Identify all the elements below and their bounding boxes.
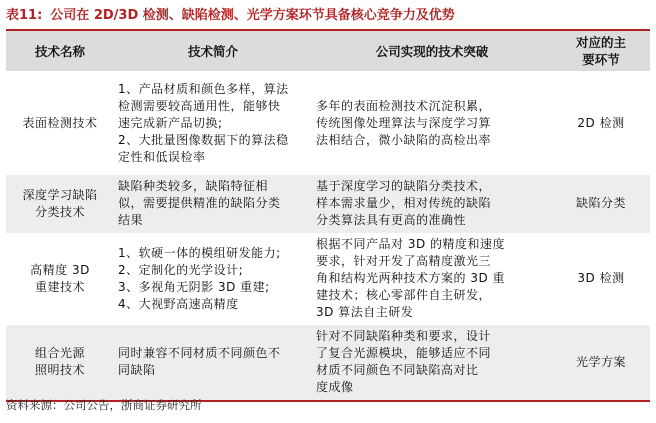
header-tech-intro: 技术简介 xyxy=(114,30,312,72)
cell-line: 似，需要提供精准的缺陷分类 xyxy=(118,196,281,210)
cell-line: 光学方案 xyxy=(575,354,626,369)
cell-line: 同时兼容不同材质不同颜色不 xyxy=(118,346,281,360)
header-main-step-text: 对应的主要环节 xyxy=(575,35,626,67)
cell-line: 结果 xyxy=(118,213,144,227)
cell-tech-name xyxy=(6,325,114,401)
cell-tech-name xyxy=(6,233,114,325)
cell-tech-name xyxy=(6,175,114,233)
cell-line: 检测需要较高通用性，能够快 xyxy=(118,98,281,113)
cell-line: 定性和低误检率 xyxy=(118,149,206,164)
cell-line: 2、定制化的光学设计; xyxy=(118,262,244,277)
cell-breakthrough xyxy=(312,72,552,175)
cell-line: 角和结构光两种技术方案的 3D 重 xyxy=(316,271,506,285)
cell-line: 分类技术 xyxy=(34,204,85,219)
cell-tech-intro xyxy=(114,233,312,325)
cell-line: 1、产品材质和颜色多样，算法 xyxy=(118,81,289,96)
technology-table xyxy=(6,29,650,402)
cell-line: 度成像 xyxy=(316,380,354,394)
cell-line: 针对不同缺陷种类和要求，设计 xyxy=(316,329,492,343)
cell-line: 缺陷种类较多，缺陷特征相 xyxy=(118,179,269,193)
cell-line: 速完成新产品切换; xyxy=(118,115,223,130)
cell-breakthrough xyxy=(312,325,552,401)
table-title: 公司在 2D/3D 检测、缺陷检测、光学方案环节具备核心竞争力及优势 xyxy=(50,8,455,23)
table-number: 表11: xyxy=(6,8,43,23)
cell-line: 多年的表面检测技术沉淀积累， xyxy=(316,98,492,113)
cell-line: 传统图像处理算法与深度学习算 xyxy=(316,115,492,130)
cell-breakthrough xyxy=(312,233,552,325)
table-caption xyxy=(6,5,650,27)
cell-line: 法相结合，微小缺陷的高检出率 xyxy=(316,132,492,147)
cell-line: 要求，针对开发了高精度激光三 xyxy=(316,254,492,268)
cell-line: 2D 检测 xyxy=(577,115,625,130)
cell-line: 组合光源 xyxy=(34,346,85,360)
cell-line: 3D 算法自主研发 xyxy=(316,305,414,319)
cell-line: 样本需求量少，相对传统的缺陷 xyxy=(316,196,492,210)
table-row xyxy=(6,325,650,401)
table-header-row xyxy=(6,30,650,72)
table-row xyxy=(6,233,650,325)
cell-line: 3D 检测 xyxy=(577,271,625,285)
header-main-step xyxy=(552,30,650,72)
cell-line: 重建技术 xyxy=(34,279,85,294)
cell-tech-intro xyxy=(114,325,312,401)
cell-line: 建技术；核心零部件自主研发， xyxy=(316,288,492,302)
cell-line: 3、多视角无阴影 3D 重建; xyxy=(118,279,270,294)
cell-breakthrough xyxy=(312,175,552,233)
cell-line: 根据不同产品对 3D 的精度和速度 xyxy=(316,237,506,251)
cell-main-step xyxy=(552,233,650,325)
table-row xyxy=(6,175,650,233)
cell-main-step xyxy=(552,175,650,233)
source-note: 资料来源：公司公告，浙商证券研究所 xyxy=(6,398,202,412)
cell-line: 同缺陷 xyxy=(118,363,156,377)
header-tech-name: 技术名称 xyxy=(6,30,114,72)
cell-line: 分类算法具有更高的准确性 xyxy=(316,213,467,227)
cell-line: 表面检测技术 xyxy=(22,115,98,130)
cell-line: 缺陷分类 xyxy=(575,196,626,210)
cell-line: 1、软硬一体的模组研发能力; xyxy=(118,245,281,260)
table-row xyxy=(6,72,650,175)
cell-line: 基于深度学习的缺陷分类技术， xyxy=(316,179,492,193)
header-breakthrough: 公司实现的技术突破 xyxy=(312,30,552,72)
cell-tech-intro xyxy=(114,175,312,233)
cell-line: 了复合光源模块，能够适应不同 xyxy=(316,346,492,360)
cell-line: 深度学习缺陷 xyxy=(22,187,98,202)
cell-line: 照明技术 xyxy=(34,363,85,377)
cell-main-step xyxy=(552,325,650,401)
cell-main-step xyxy=(552,72,650,175)
cell-line: 材质不同颜色不同缺陷高对比 xyxy=(316,363,479,377)
cell-line: 2、大批量图像数据下的算法稳 xyxy=(118,132,289,147)
cell-tech-intro xyxy=(114,72,312,175)
cell-line: 高精度 3D xyxy=(30,262,90,277)
cell-line: 4、大视野高速高精度 xyxy=(118,296,239,311)
cell-tech-name xyxy=(6,72,114,175)
